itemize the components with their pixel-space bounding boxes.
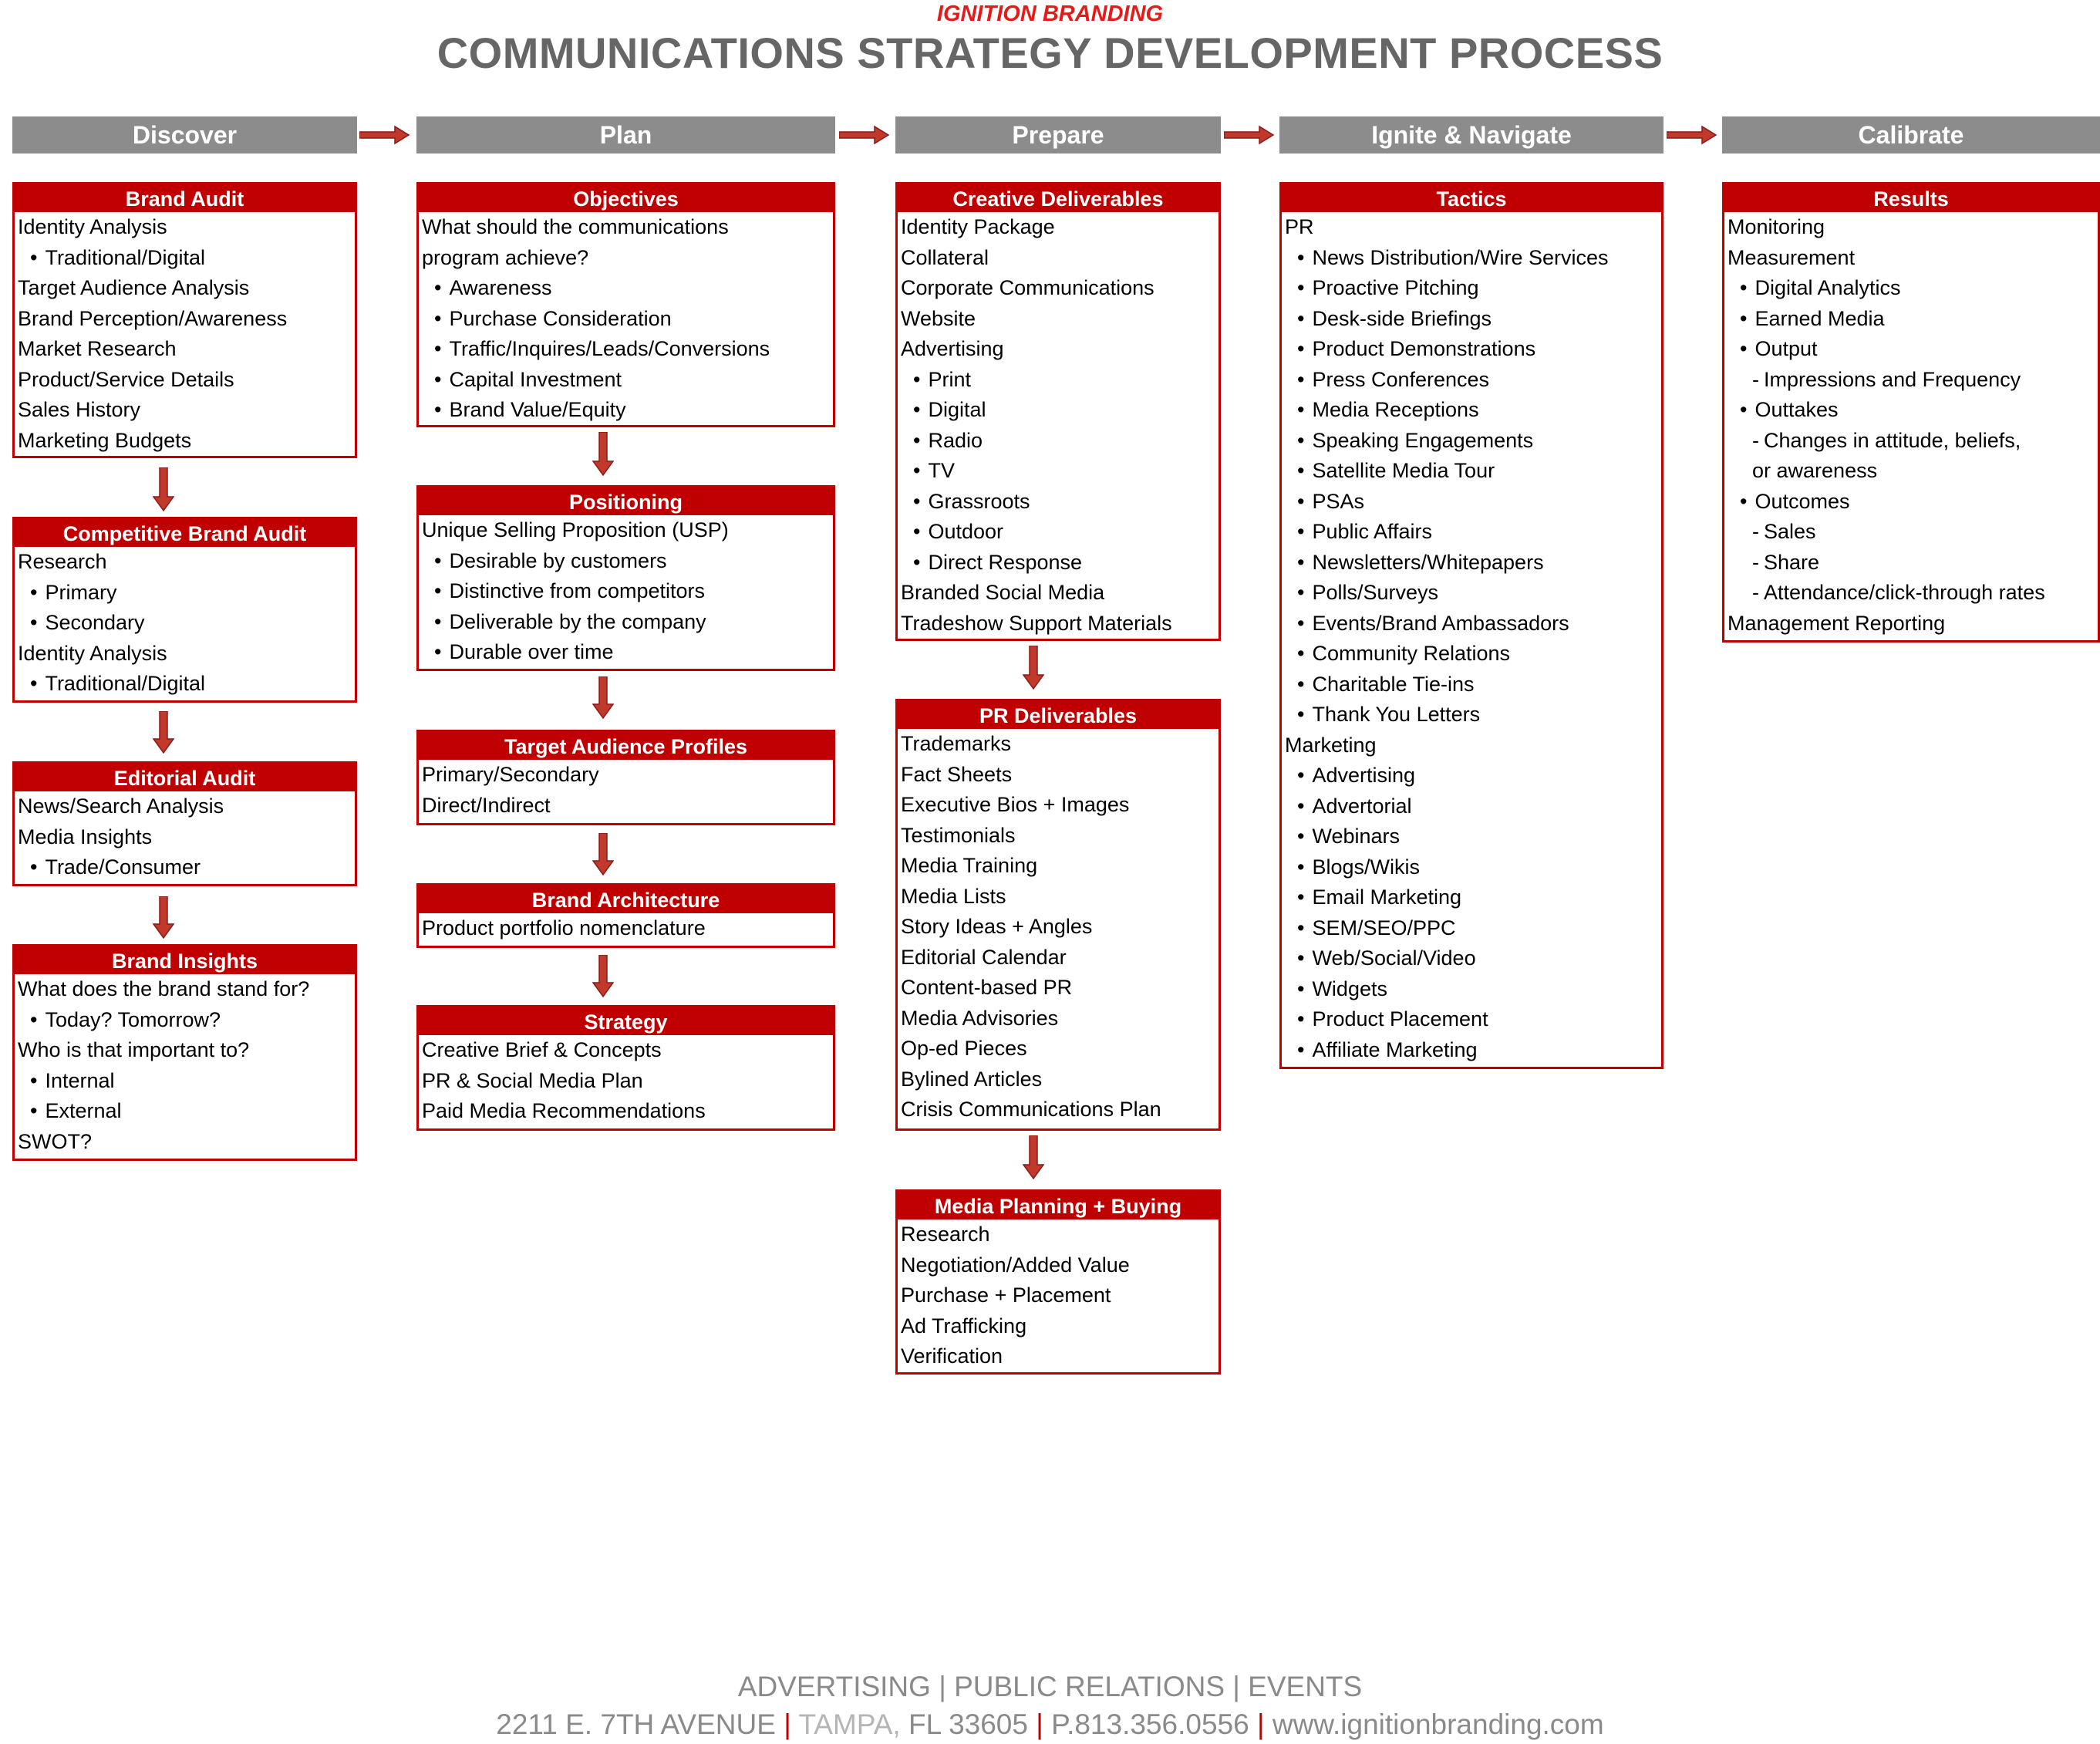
list-item: • SEM/SEO/PPC	[1282, 913, 1661, 944]
list-item: Unique Selling Proposition (USP)	[422, 518, 729, 541]
footer-city: TAMPA,	[798, 1709, 901, 1740]
list-item: Research	[901, 1223, 990, 1246]
list-item: • Outdoor	[898, 517, 1219, 548]
list-item: Identity Package	[901, 215, 1055, 238]
list-item: Ad Trafficking	[901, 1314, 1027, 1338]
list-item: • Blogs/Wikis	[1282, 852, 1661, 883]
right-arrow-icon	[1224, 125, 1275, 145]
list-item: Media Advisories	[901, 1006, 1059, 1030]
list-item: Testimonials	[901, 823, 1016, 847]
list-item: • Advertising	[1282, 761, 1661, 791]
list-item: • Secondary	[15, 608, 355, 639]
list-item: • Events/Brand Ambassadors	[1282, 609, 1661, 639]
list-item: Marketing	[1285, 733, 1377, 757]
list-item: • Community Relations	[1282, 639, 1661, 670]
list-item: Direct/Indirect	[422, 793, 551, 817]
right-arrow-icon	[839, 125, 890, 145]
box-title: Editorial Audit	[15, 764, 355, 791]
list-item: • Product Placement	[1282, 1004, 1661, 1035]
list-item: - Attendance/click-through rates	[1724, 578, 2098, 609]
footer-contact	[0, 1709, 2100, 1741]
list-item: • Web/Social/Video	[1282, 943, 1661, 974]
box-media-planning-buying	[895, 1189, 1221, 1375]
list-item: • Capital Investment	[419, 365, 833, 396]
page-title: COMMUNICATIONS STRATEGY DEVELOPMENT PROCESS	[437, 29, 1663, 77]
list-item: - Sales	[1724, 517, 2098, 548]
footer-website-link[interactable]: www.ignitionbranding.com	[1272, 1709, 1604, 1740]
list-item: Primary/Secondary	[422, 763, 599, 786]
list-item: • Grassroots	[898, 487, 1219, 518]
box-competitive-brand-audit	[12, 517, 357, 703]
footer-separator: |	[784, 1709, 791, 1740]
list-item: Fact Sheets	[901, 762, 1013, 786]
list-item: • Direct Response	[898, 548, 1219, 579]
phase-ignite-navigate: Ignite & Navigate	[1279, 116, 1663, 153]
list-item: • Purchase Consideration	[419, 304, 833, 335]
list-item: • Press Conferences	[1282, 365, 1661, 396]
down-arrow-icon	[592, 833, 614, 876]
list-item: • Earned Media	[1724, 304, 2098, 335]
list-item: • Brand Value/Equity	[419, 395, 833, 426]
list-item: • PSAs	[1282, 487, 1661, 518]
list-item: program achieve?	[422, 245, 589, 269]
list-item: • Media Receptions	[1282, 395, 1661, 426]
list-item: • Public Affairs	[1282, 517, 1661, 548]
phase-discover: Discover	[12, 116, 357, 153]
box-title: Positioning	[419, 487, 833, 515]
list-item: What does the brand stand for?	[18, 977, 310, 1000]
box-title: Strategy	[419, 1007, 833, 1035]
list-item: • Awareness	[419, 273, 833, 304]
list-item: Identity Analysis	[18, 215, 167, 238]
box-title: Results	[1724, 184, 2098, 212]
box-title: Competitive Brand Audit	[15, 519, 355, 547]
list-item: Editorial Calendar	[901, 945, 1067, 969]
list-item: • Deliverable by the company	[419, 607, 833, 638]
list-item: - Impressions and Frequency	[1724, 365, 2098, 396]
list-item: • Radio	[898, 426, 1219, 457]
list-item: Market Research	[18, 337, 177, 360]
down-arrow-icon	[153, 896, 174, 939]
footer-state-zip: FL 33605	[908, 1709, 1028, 1740]
list-item: PR & Social Media Plan	[422, 1068, 643, 1092]
list-item: Creative Brief & Concepts	[422, 1038, 662, 1061]
box-objectives	[416, 182, 835, 427]
list-item: Crisis Communications Plan	[901, 1098, 1161, 1121]
list-item: • Webinars	[1282, 821, 1661, 852]
list-item: • Primary	[15, 578, 355, 609]
box-title: Creative Deliverables	[898, 184, 1219, 212]
list-item: • External	[15, 1096, 355, 1127]
list-item: • Digital	[898, 395, 1219, 426]
list-item: • Advertorial	[1282, 791, 1661, 822]
brand-name: IGNITION BRANDING	[936, 2, 1164, 26]
list-item: • Proactive Pitching	[1282, 273, 1661, 304]
box-brand-architecture	[416, 883, 835, 948]
list-item: Bylined Articles	[901, 1067, 1043, 1091]
list-item: Content-based PR	[901, 976, 1073, 999]
list-item: • Thank You Letters	[1282, 700, 1661, 730]
list-item: or awareness	[1752, 459, 1878, 482]
list-item: • Durable over time	[419, 637, 833, 668]
box-brand-insights	[12, 944, 357, 1161]
right-arrow-icon	[359, 125, 410, 145]
list-item: SWOT?	[18, 1129, 93, 1153]
list-item: Branded Social Media	[901, 581, 1105, 604]
list-item: • Traffic/Inquires/Leads/Conversions	[419, 334, 833, 365]
list-item: Management Reporting	[1728, 611, 1946, 635]
list-item: • Desirable by customers	[419, 546, 833, 577]
list-item: Media Lists	[901, 884, 1006, 908]
list-item: Monitoring	[1728, 215, 1825, 238]
list-item: • Product Demonstrations	[1282, 334, 1661, 365]
list-item: • Print	[898, 365, 1219, 396]
list-item: • Distinctive from competitors	[419, 576, 833, 607]
list-item: • Affiliate Marketing	[1282, 1035, 1661, 1066]
list-item: - Changes in attitude, beliefs,	[1724, 426, 2098, 457]
list-item: • Traditional/Digital	[15, 243, 355, 274]
footer-address: 2211 E. 7TH AVENUE	[496, 1709, 776, 1740]
box-title: Target Audience Profiles	[419, 732, 833, 760]
box-title: Tactics	[1282, 184, 1661, 212]
list-item: Measurement	[1728, 245, 1856, 269]
box-title: Media Planning + Buying	[898, 1192, 1219, 1219]
footer-phone: P.813.356.0556	[1051, 1709, 1249, 1740]
down-arrow-icon	[592, 955, 614, 998]
list-item: • Widgets	[1282, 974, 1661, 1005]
box-tactics	[1279, 182, 1663, 1069]
list-item: • Output	[1724, 334, 2098, 365]
box-strategy	[416, 1005, 835, 1131]
list-item: Advertising	[901, 337, 1004, 360]
list-item: • TV	[898, 456, 1219, 487]
box-editorial-audit	[12, 761, 357, 886]
list-item: Corporate Communications	[901, 276, 1154, 299]
list-item: • Outtakes	[1724, 395, 2098, 426]
list-item: Target Audience Analysis	[18, 276, 250, 299]
phase-calibrate: Calibrate	[1722, 116, 2100, 153]
phase-plan: Plan	[416, 116, 835, 153]
list-item: Brand Perception/Awareness	[18, 306, 288, 330]
down-arrow-icon	[153, 711, 174, 754]
down-arrow-icon	[1023, 1135, 1044, 1180]
list-item: • Internal	[15, 1066, 355, 1097]
list-item: Trademarks	[901, 732, 1012, 755]
box-title: Brand Architecture	[419, 885, 833, 913]
box-creative-deliverables	[895, 182, 1221, 641]
list-item: Collateral	[901, 245, 989, 269]
down-arrow-icon	[592, 432, 614, 477]
box-title: Brand Audit	[15, 184, 355, 212]
list-item: Purchase + Placement	[901, 1284, 1111, 1307]
list-item: • Today? Tomorrow?	[15, 1005, 355, 1036]
footer-services: ADVERTISING | PUBLIC RELATIONS | EVENTS	[737, 1671, 1363, 1702]
phase-prepare: Prepare	[895, 116, 1221, 153]
list-item: • Speaking Engagements	[1282, 426, 1661, 457]
box-pr-deliverables	[895, 699, 1221, 1131]
list-item: Story Ideas + Angles	[901, 915, 1093, 938]
box-target-audience-profiles	[416, 730, 835, 825]
right-arrow-icon	[1667, 125, 1717, 145]
list-item: Verification	[901, 1344, 1003, 1368]
list-item: Website	[901, 306, 976, 330]
list-item: Negotiation/Added Value	[901, 1253, 1130, 1277]
list-item: Media Insights	[18, 825, 153, 848]
list-item: Media Training	[901, 854, 1038, 877]
list-item: Product portfolio nomenclature	[422, 916, 706, 939]
list-item: Product/Service Details	[18, 367, 234, 391]
list-item: Marketing Budgets	[18, 428, 192, 452]
down-arrow-icon	[592, 676, 614, 720]
list-item: - Share	[1724, 548, 2098, 579]
footer-separator: |	[1256, 1709, 1265, 1740]
box-brand-audit	[12, 182, 357, 458]
list-item: PR	[1285, 215, 1314, 238]
box-title: Objectives	[419, 184, 833, 212]
list-item: • Email Marketing	[1282, 882, 1661, 913]
list-item: Research	[18, 550, 107, 573]
box-title: PR Deliverables	[898, 701, 1219, 729]
footer-separator: |	[1036, 1709, 1043, 1740]
box-positioning	[416, 485, 835, 671]
list-item: What should the communications	[422, 215, 729, 238]
list-item: • News Distribution/Wire Services	[1282, 243, 1661, 274]
list-item: • Trade/Consumer	[15, 852, 355, 883]
list-item: Op-ed Pieces	[901, 1037, 1027, 1060]
list-item: Who is that important to?	[18, 1038, 250, 1061]
list-item: • Polls/Surveys	[1282, 578, 1661, 609]
down-arrow-icon	[153, 467, 174, 512]
list-item: Identity Analysis	[18, 641, 167, 665]
list-item: Paid Media Recommendations	[422, 1099, 706, 1122]
list-item: • Satellite Media Tour	[1282, 456, 1661, 487]
list-item: • Digital Analytics	[1724, 273, 2098, 304]
list-item: Sales History	[18, 398, 141, 421]
list-item: • Traditional/Digital	[15, 669, 355, 700]
list-item: • Outcomes	[1724, 487, 2098, 518]
list-item: • Charitable Tie-ins	[1282, 670, 1661, 700]
list-item: • Desk-side Briefings	[1282, 304, 1661, 335]
list-item: News/Search Analysis	[18, 794, 224, 818]
down-arrow-icon	[1023, 646, 1044, 690]
list-item: Tradeshow Support Materials	[901, 611, 1172, 635]
list-item: Executive Bios + Images	[901, 793, 1130, 816]
list-item: • Newsletters/Whitepapers	[1282, 548, 1661, 579]
box-title: Brand Insights	[15, 946, 355, 974]
box-results	[1722, 182, 2100, 643]
